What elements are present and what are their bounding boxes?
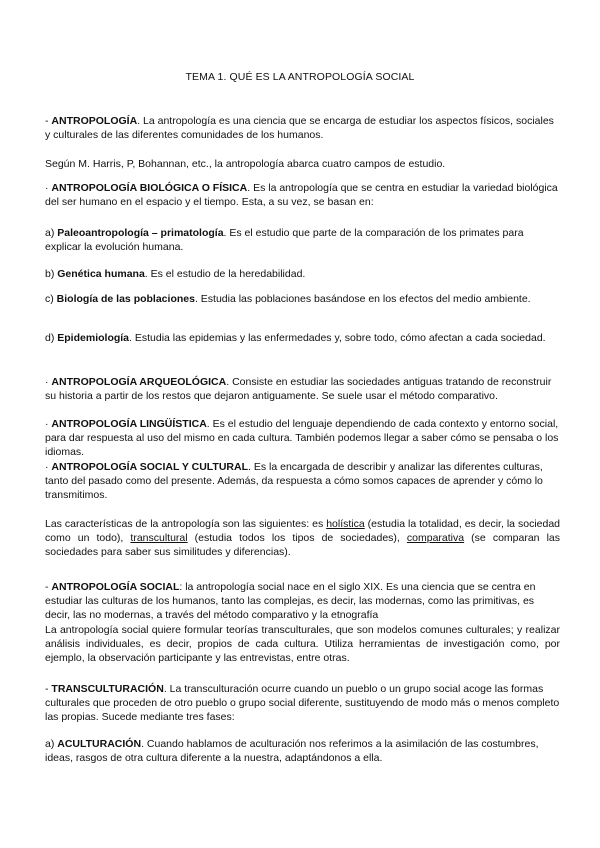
- paragraph-campos: [45, 157, 560, 171]
- term-paleoantropologia: Paleoantropología – primatología: [57, 227, 224, 239]
- list-marker: a): [45, 738, 58, 750]
- list-marker: -: [45, 115, 52, 127]
- paragraph-text: . Es el estudio del lenguaje dependiendo de cada contexto y entorno social, para dar respuesta al uso del mismo en cada cultura. También podemos llegar a saber cómo se pensaba o los idiomas.: [45, 418, 559, 459]
- term-biologica: ANTROPOLOGÍA BIOLÓGICA O FÍSICA: [51, 182, 248, 194]
- term-arqueologica: ANTROPOLOGÍA ARQUEOLÓGICA: [51, 376, 227, 388]
- term-aculturacion: ACULTURACIÓN: [57, 738, 142, 750]
- paragraph-text: (se comparan las sociedades para saber sus similitudes y diferencias).: [45, 532, 560, 559]
- term-antropologia: ANTROPOLOGÍA: [51, 115, 138, 127]
- paragraph-text: . Es el estudio que parte de la comparación de los primates para explicar la evolución humana.: [45, 227, 524, 254]
- paragraph-text: . Cuando hablamos de aculturación nos referimos a la asimilación de las costumbres, ideas, rasgos de otra cultura diferente a la nuestra, adaptándonos a ella.: [45, 738, 539, 765]
- term-antropologia-social: ANTROPOLOGÍA SOCIAL: [51, 581, 180, 593]
- paragraph-transculturacion: [45, 682, 560, 725]
- list-marker: ·: [45, 461, 52, 473]
- list-marker: d): [45, 332, 58, 344]
- term-transculturacion: TRANSCULTURACIÓN: [51, 683, 164, 695]
- paragraph-text: . Estudia las epidemias y las enfermedades y, sobre todo, cómo afectan a cada sociedad.: [129, 332, 546, 344]
- paragraph-epidemiologia: [45, 331, 560, 345]
- paragraph-text: (estudia todos los tipos de sociedades),: [187, 532, 407, 545]
- paragraph-poblaciones: [45, 292, 560, 306]
- list-marker: ·: [45, 376, 52, 388]
- term-social-cultural: ANTROPOLOGÍA SOCIAL Y CULTURAL: [51, 461, 249, 473]
- paragraph-caracteristicas: [45, 517, 560, 560]
- term-genetica: Genética humana: [57, 268, 145, 280]
- paragraph-social-cultural: [45, 460, 560, 503]
- paragraph-aculturacion: [45, 737, 560, 765]
- list-marker: c): [45, 293, 57, 305]
- paragraph-text: . Es la antropología que se centra en estudiar la variedad biológica del ser humano en el espacio y el tiempo. Esta, a su vez, se basan en:: [45, 182, 558, 209]
- term-transcultural: transcultural: [130, 532, 188, 545]
- term-poblaciones: Biología de las poblaciones: [56, 293, 195, 305]
- paragraph-paleoantropologia: [45, 226, 560, 254]
- term-comparativa: comparativa: [406, 532, 465, 545]
- paragraph-text: La antropología social quiere formular teorías transculturales, que son modelos comunes culturales; y realizar análisis individuales, es decir, propios de cada cultura. Utiliza herramientas de investigación como, por ejemplo, la observación participante y las entrevistas, entre otras.: [45, 624, 560, 665]
- paragraph-antropologia-social: [45, 580, 560, 623]
- paragraph-text: Las características de la antropología son las siguientes: es: [45, 518, 327, 530]
- paragraph-text: . Consiste en estudiar las sociedades antiguas tratando de reconstruir su historia a partir de los restos que dejaron antiguamente. Se suele usar el método comparativo.: [45, 376, 552, 403]
- list-marker: ·: [45, 182, 52, 194]
- paragraph-text: (estudia la totalidad, es decir, la sociedad como un todo),: [45, 518, 561, 545]
- term-holistica: holística: [326, 518, 365, 530]
- paragraph-arqueologica: [45, 375, 560, 403]
- paragraph-text: Según M. Harris, P, Bohannan, etc., la antropología abarca cuatro campos de estudio.: [45, 158, 446, 170]
- list-marker: a): [45, 227, 58, 239]
- paragraph-text: : la antropología social nace en el siglo XIX. Es una ciencia que se centra en estudiar las culturas de los humanos, tanto las complejas, es decir, las modernas, como las primitivas, es decir, las no modernas, a través del método comparativo y la etnografía: [45, 581, 536, 622]
- paragraph-teorias: [45, 623, 560, 666]
- paragraph-text: . La antropología es una ciencia que se encarga de estudiar los aspectos físicos, sociales y culturales de las diferentes comunidades de los humanos.: [45, 115, 554, 142]
- term-epidemiologia: Epidemiología: [57, 332, 130, 344]
- paragraph-biologica: [45, 181, 560, 209]
- paragraph-text: . Es la encargada de describir y analizar las diferentes culturas, tanto del pasado como del presente. Además, da respuesta a cómo somos capaces de aprender y cómo lo transmitimos.: [45, 461, 543, 502]
- paragraph-linguistica: [45, 417, 560, 460]
- paragraph-text: . Estudia las poblaciones basándose en los efectos del medio ambiente.: [194, 293, 531, 305]
- list-marker: b): [45, 268, 58, 280]
- paragraph-text: . Es el estudio de la heredabilidad.: [144, 268, 306, 280]
- list-marker: -: [45, 581, 52, 593]
- list-marker: -: [45, 683, 52, 695]
- term-linguistica: ANTROPOLOGÍA LINGÜÍSTICA: [51, 418, 207, 430]
- list-marker: ·: [45, 418, 52, 430]
- paragraph-antropologia: [45, 114, 560, 142]
- paragraph-genetica: [45, 267, 560, 281]
- paragraph-text: . La transculturación ocurre cuando un pueblo o un grupo social acoge las formas culturales que proceden de otro pueblo o grupo social diferente, sustituyendo de modo más o menos completo las propias. Sucede mediante tres fases:: [45, 683, 560, 724]
- document-title: TEMA 1. QUÉ ES LA ANTROPOLOGÍA SOCIAL: [185, 71, 415, 83]
